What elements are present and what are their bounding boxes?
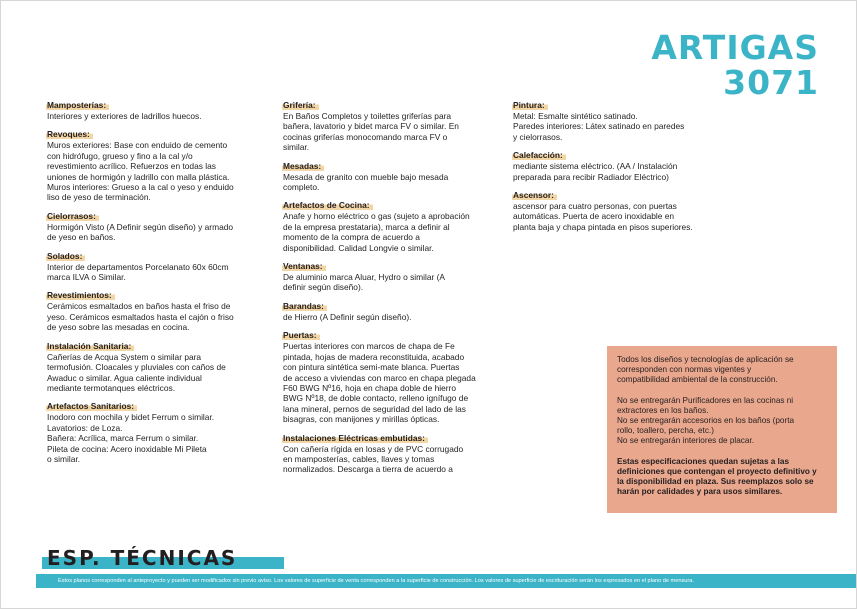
spec-heading: Cielorrasos: <box>46 211 99 221</box>
spec-section <box>283 330 495 424</box>
spec-text: de Hierro (A Definir según diseño). <box>283 311 412 322</box>
spec-heading: Artefactos Sanitarios: <box>46 401 137 411</box>
project-title <box>651 30 819 100</box>
footer-disclaimer: Estos planos corresponden al anteproyecto y pueden ser modificados sin previo aviso. Los valores de superficie de venta corresponden a la superficie de construcción. Los valores de superficie de escrituración serán los expresados en el plano de mensura. <box>36 574 856 588</box>
spec-text: En Baños Completos y toilettes griferías para bañera, lavatorio y bidet marca FV o similar. En cocinas griferías monocomando marca FV o similar. <box>283 111 459 153</box>
spec-column-right <box>513 100 723 240</box>
spec-text: Interior de departamentos Porcelanato 60x 60cm marca ILVA o Similar. <box>47 261 229 283</box>
disclaimer-paragraph: No se entregarán Purificadores en las cocinas ni extractores en los baños. No se entregarán accesorios en los baños (porta rollo, toallero, percha, etc.) No se entregarán interiores de placar. <box>617 395 795 446</box>
spec-section <box>283 301 495 322</box>
spec-heading: Instalación Sanitaria: <box>46 341 134 351</box>
spec-heading: Ventanas: <box>282 261 326 271</box>
spec-text: ascensor para cuatro personas, con puertas automáticas. Puerta de acero inoxidable en planta baja y chapa pintada en pisos superiores. <box>513 201 693 232</box>
spec-text: Puertas interiores con marcos de chapa de Fe pintada, hojas de madera reconstituida, acabado con pintura sintética semi-mate blanca. Puertas de acceso a viviendas con marco en chapa plegada F60 BWG Nº16, hoja en chapa doble de hierro BWG Nº18, de doble contacto, relleno ignífugo de lana mineral, pernos de seguridad del lado de las bisagras, con manijones y mirillas ópticas. <box>283 341 476 425</box>
spec-section <box>47 100 259 121</box>
title-line-2: 3071 <box>723 63 819 102</box>
spec-text: Interiores y exteriores de ladrillos huecos. <box>47 111 202 121</box>
spec-heading: Solados: <box>46 251 85 261</box>
spec-heading: Grifería: <box>282 100 319 110</box>
spacer <box>617 386 827 396</box>
spec-heading: Calefacción: <box>512 150 566 160</box>
spec-text: Cañerías de Acqua System o similar para termofusión. Cloacales y pluviales con caños de Awaduc o similar. Agua caliente individual mediante termotanques eléctricos. <box>47 351 226 393</box>
spec-section <box>47 341 259 394</box>
disclaimer-box <box>607 346 837 513</box>
spec-section <box>513 100 723 142</box>
title-line-1: ARTIGAS <box>651 28 819 67</box>
spec-section <box>47 401 259 464</box>
spec-text: Anafe y horno eléctrico o gas (sujeto a aprobación de la empresa prestataria), marca a definir al momento de la compra de acuerdo a disponibilidad. Calidad Longvie o similar. <box>283 211 470 253</box>
spec-section <box>513 150 723 182</box>
spec-text: Cerámicos esmaltados en baños hasta el friso de yeso. Cerámicos esmaltados hasta el cajón o friso de yeso sobre las mesadas en cocina. <box>47 301 234 333</box>
spec-section <box>47 251 259 283</box>
spec-text: Hormigón Visto (A Definir según diseño) y armado de yeso en baños. <box>47 221 234 243</box>
spec-heading: Revestimientos: <box>46 290 115 300</box>
spec-section <box>283 433 495 475</box>
spec-text: Muros exteriores: Base con enduido de cemento con hidrófugo, grueso y fino a la cal y/o revestimiento acrílico. Refuerzos en todas las uniones de hormigón y ladrillo con malla plástica. Muros interiores: Grueso a la cal o yeso y enduido liso de yeso de terminación. <box>47 140 234 203</box>
spec-section <box>283 200 495 253</box>
disclaimer-paragraph: Todos los diseños y tecnologías de aplicación se corresponden con normas vigentes y compatibilidad ambiental de la construcción. <box>617 355 794 385</box>
spec-text: Inodoro con mochila y bidet Ferrum o similar. Lavatorios: de Loza. Bañera: Acrílica, marca Ferrum o similar. Pileta de cocina: Acero inoxidable Mi Pileta o similar. <box>47 412 215 464</box>
spec-heading: Mesadas: <box>282 161 324 171</box>
spec-section <box>283 161 495 193</box>
spec-text: mediante sistema eléctrico. (AA / Instalación preparada para recibir Radiador Eléctrico) <box>513 161 678 182</box>
spec-heading: Pintura: <box>512 100 548 110</box>
spec-heading: Barandas: <box>282 301 327 311</box>
spec-section <box>283 100 495 153</box>
section-title: ESP. TÉCNICAS <box>47 546 238 570</box>
disclaimer-paragraph-bold: Estas especificaciones quedan sujetas a las definiciones que contengan el proyecto definitivo y la disponibilidad en plaza. Sus reemplazos solo se harán por calidades y para usos similares. <box>617 456 817 497</box>
spec-section <box>47 211 259 243</box>
spacer <box>617 447 827 457</box>
spec-section <box>513 190 723 232</box>
spec-text: Metal: Esmalte sintético satinado. Paredes interiores: Látex satinado en paredes y cielorrasos. <box>513 111 685 142</box>
spec-column-left <box>47 100 259 472</box>
spec-text: Con cañería rígida en losas y de PVC corrugado en mamposterías, cables, llaves y tomas normalizados. Descarga a tierra de acuerdo a <box>283 443 464 475</box>
spec-heading: Artefactos de Cocina: <box>282 200 373 210</box>
spec-heading: Revoques: <box>46 129 93 139</box>
spec-section <box>47 290 259 332</box>
spec-text: Mesada de granito con mueble bajo mesada completo. <box>283 171 449 193</box>
spec-heading: Instalaciones Eléctricas embutidas: <box>282 433 428 443</box>
spec-heading: Puertas: <box>282 330 320 340</box>
spec-heading: Ascensor: <box>512 190 557 200</box>
spec-section <box>47 129 259 202</box>
spec-section <box>283 261 495 293</box>
spec-heading: Mamposterías: <box>46 100 109 110</box>
spec-text: De aluminio marca Aluar, Hydro o similar (A definir según diseño). <box>283 272 445 293</box>
spec-column-middle <box>283 100 495 483</box>
